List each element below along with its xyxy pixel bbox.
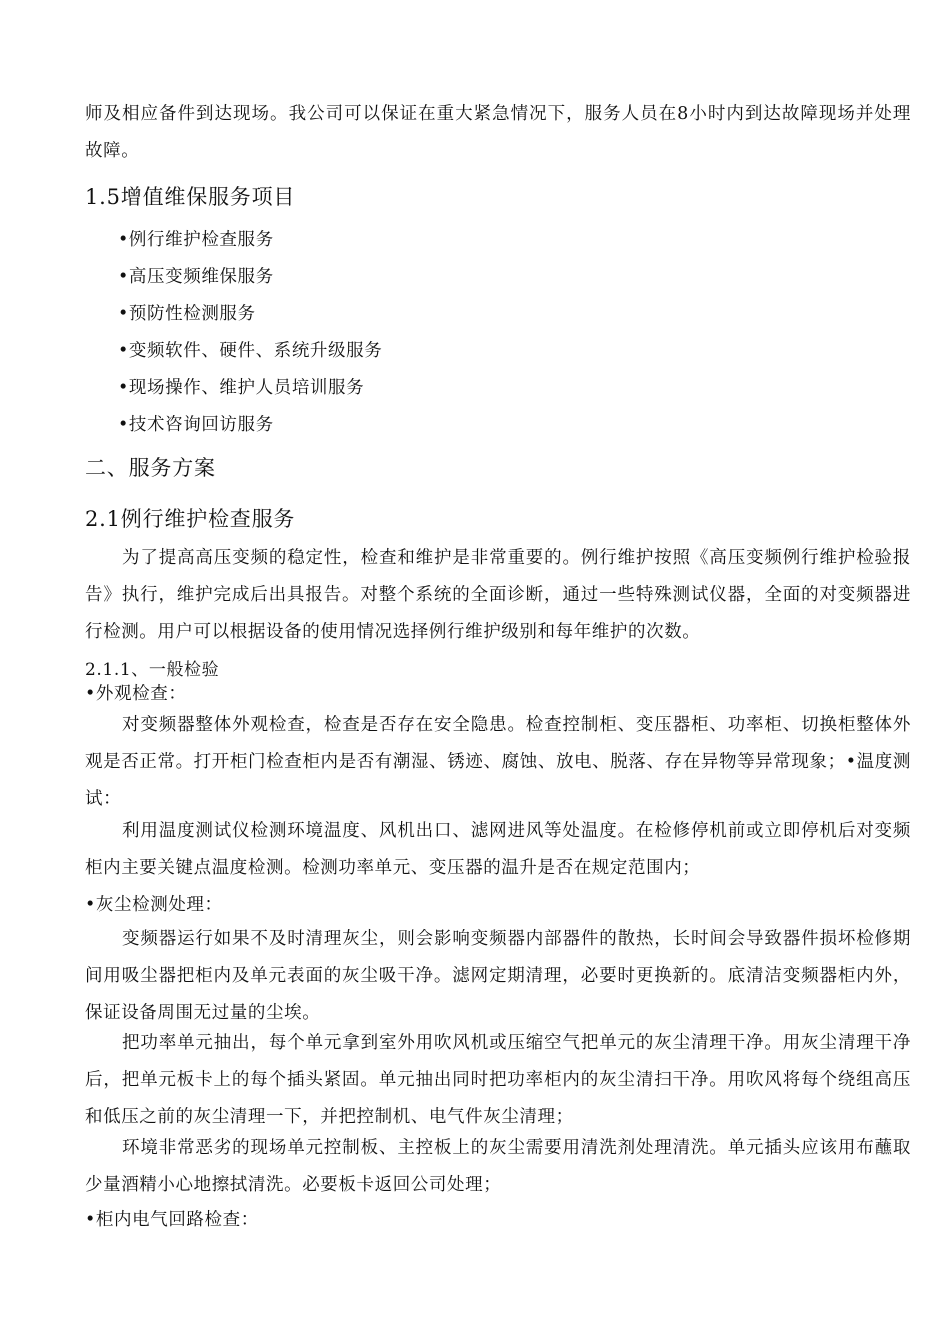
service-item: •现场操作、维护人员培训服务	[118, 378, 365, 398]
section-1-5-heading: 1.5增值维保服务项目	[85, 185, 296, 209]
dust-check-label: •灰尘检测处理：	[85, 895, 223, 915]
appearance-check-label: •外观检查：	[85, 684, 187, 704]
service-item: •预防性检测服务	[118, 304, 256, 324]
dust-check-paragraph-2: 把功率单元抽出，每个单元拿到室外用吹风机或压缩空气把单元的灰尘清理干净。用灰尘清理干净后，把单元板卡上的每个插头紧固。单元抽出同时把功率柜内的灰尘清扫干净。用吹风将每个绕组高压和低压之前的灰尘清理一下，并把控制机、电气件灰尘清理；	[85, 1033, 911, 1127]
circuit-check-label: •柜内电气回路检查：	[85, 1210, 259, 1230]
section-2-heading: 二、服务方案	[85, 456, 216, 480]
temperature-test-paragraph: 利用温度测试仪检测环境温度、风机出口、滤网进风等处温度。在检修停机前或立即停机后对变频柜内主要关键点温度检测。检测功率单元、变压器的温升是否在规定范围内；	[85, 821, 911, 878]
section-2-1-1-heading: 2.1.1、一般检验	[85, 660, 220, 680]
intro-paragraph: 师及相应备件到达现场。我公司可以保证在重大紧急情况下，服务人员在8小时内到达故障现场并处理故障。	[85, 104, 911, 161]
dust-check-paragraph-1: 变频器运行如果不及时清理灰尘，则会影响变频器内部器件的散热，长时间会导致器件损坏检修期间用吸尘器把柜内及单元表面的灰尘吸干净。滤网定期清理，必要时更换新的。底清洁变频器柜内外，保证设备周围无过量的尘埃。	[85, 929, 911, 1023]
appearance-check-paragraph: 对变频器整体外观检查，检查是否存在安全隐患。检查控制柜、变压器柜、功率柜、切换柜整体外观是否正常。打开柜门检查柜内是否有潮湿、锈迹、腐蚀、放电、脱落、存在异物等异常现象；•温度测试：	[85, 715, 911, 809]
service-item: •高压变频维保服务	[118, 267, 274, 287]
section-2-1-paragraph: 为了提高高压变频的稳定性，检查和维护是非常重要的。例行维护按照《高压变频例行维护检验报告》执行，维护完成后出具报告。对整个系统的全面诊断，通过一些特殊测试仪器，全面的对变频器进行检测。用户可以根据设备的使用情况选择例行维护级别和每年维护的次数。	[85, 548, 911, 642]
service-item: •变频软件、硬件、系统升级服务	[118, 341, 383, 361]
section-2-1-heading: 2.1例行维护检查服务	[85, 507, 296, 531]
service-item: •技术咨询回访服务	[118, 415, 274, 435]
dust-check-paragraph-3: 环境非常恶劣的现场单元控制板、主控板上的灰尘需要用清洗剂处理清洗。单元插头应该用布蘸取少量酒精小心地擦拭清洗。必要板卡返回公司处理；	[85, 1138, 911, 1195]
service-item: •例行维护检查服务	[118, 230, 274, 250]
